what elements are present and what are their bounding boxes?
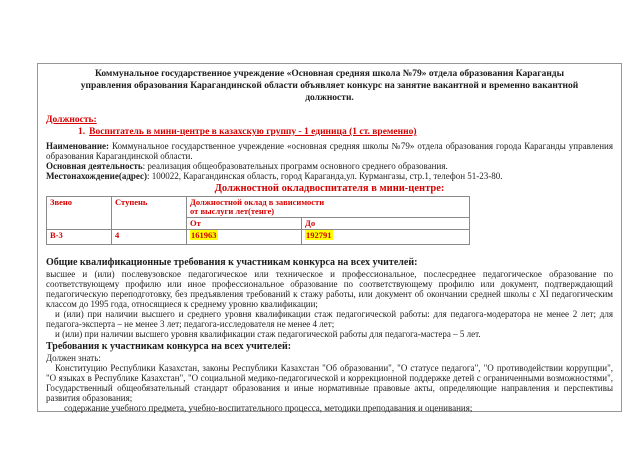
requirements-paragraph-1: Конституцию Республики Казахстан, законы Республики Казахстан "Об образовании", "О статусе педагога", "О противодействии коррупции", "О языках в Республике Казахстан", "О социальной медико-педагогической и коррекционной поддержке детей с ограниченными возможностями", Государственный общеобязательный стандарт образования и иные нормативные правовые акты, определяющие направления и перспективы развития образования;	[46, 363, 613, 403]
requirements-intro: Должен знать:	[46, 353, 101, 363]
salary-col-to: До	[302, 218, 470, 230]
salary-table-data-row	[47, 230, 470, 245]
detail-name-label: Наименование:	[46, 141, 109, 151]
details-block	[46, 141, 613, 181]
salary-value-stupen: 4	[112, 230, 187, 245]
position-item-text: Воспитатель в мини-центре в казахскую группу - 1 единица (1 ст. временно)	[89, 127, 417, 137]
detail-address-label: Местонахождение(адрес)	[46, 171, 147, 181]
detail-activity-text: : реализация общеобразовательных программ основного среднего образования.	[142, 161, 448, 171]
salary-col-stupen: Ступень	[112, 197, 187, 230]
detail-activity-label: Основная деятельность	[46, 161, 143, 171]
detail-address	[46, 171, 613, 181]
salary-table	[46, 196, 470, 245]
qualifications-paragraph-3: и (или) при наличии высшего уровня квалификации стаж педагогической работы для педагога-мастера – 5 лет.	[55, 329, 481, 339]
detail-address-text: : 100022, Карагандинская область, город Караганда,ул. Курмангазы, стр.1, телефон 51-23-80.	[147, 171, 503, 181]
document-frame	[37, 63, 622, 412]
salary-from-highlight: 161963	[191, 230, 217, 240]
salary-value-zveno: В-3	[47, 230, 112, 245]
detail-name	[46, 141, 613, 161]
salary-col-range-line1: Должностной оклад в зависимости	[190, 197, 325, 207]
position-item	[46, 126, 613, 138]
position-item-number: 1.	[78, 127, 86, 137]
salary-col-from: От	[187, 218, 302, 230]
position-section-label: Должность:	[46, 115, 97, 125]
detail-name-text: Коммунальное государственное учреждение «основная средняя школы №79» отдела образования города Караганды управления образования Карагандинской области.	[46, 141, 613, 161]
salary-to-highlight: 192791	[306, 230, 332, 240]
salary-value-to	[302, 230, 470, 245]
requirements-paragraph-2: содержание учебного предмета, учебно-воспитательного процесса, методики преподавания и оценивания;	[64, 403, 473, 413]
title-line-3: должности.	[305, 93, 354, 103]
title-line-1: Коммунальное государственное учреждение «Основная средняя школа №79» отдела образования Караганды	[94, 69, 565, 79]
qualifications-heading: Общие квалификационные требования к участникам конкурса на всех учителей:	[46, 257, 418, 268]
qualifications-paragraph-1: высшее и (или) послевузовское педагогическое или техническое и профессиональное, послесреднее педагогическое образование по соответствующему профилю или иное профессиональное образование по соответствующему профилю или документ, подтверждающий педагогическую переподготовку, без предъявления требований к стажу работы, или документ об окончании средней школы с XI педагогическим классом до 1995 года, относящиеся к среднему уровню квалификации;	[46, 269, 613, 309]
document-title	[46, 68, 613, 104]
salary-value-from	[187, 230, 302, 245]
salary-col-range-line2: от выслуги лет(тенге)	[190, 206, 275, 216]
qualifications-paragraph-2: и (или) при наличии высшего и среднего уровня квалификации стаж педагогической работы: для педагога-модератора не менее 2 лет; для педагога-эксперта – не менее 3 лет; педагога-исследователя не менее 4 лет;	[46, 309, 613, 329]
title-line-2: управления образования Карагандинской области объявляет конкурс на занятие вакантной и временно вакантной	[80, 81, 579, 91]
salary-table-title: Должностной окладвоспитателя в мини-центре:	[214, 183, 445, 194]
detail-activity	[46, 161, 613, 171]
requirements-heading: Требования к участникам конкурса на всех учителей:	[46, 341, 292, 352]
salary-col-range	[187, 197, 470, 218]
salary-col-zveno: Звено	[47, 197, 112, 230]
salary-table-header-row	[47, 197, 470, 218]
